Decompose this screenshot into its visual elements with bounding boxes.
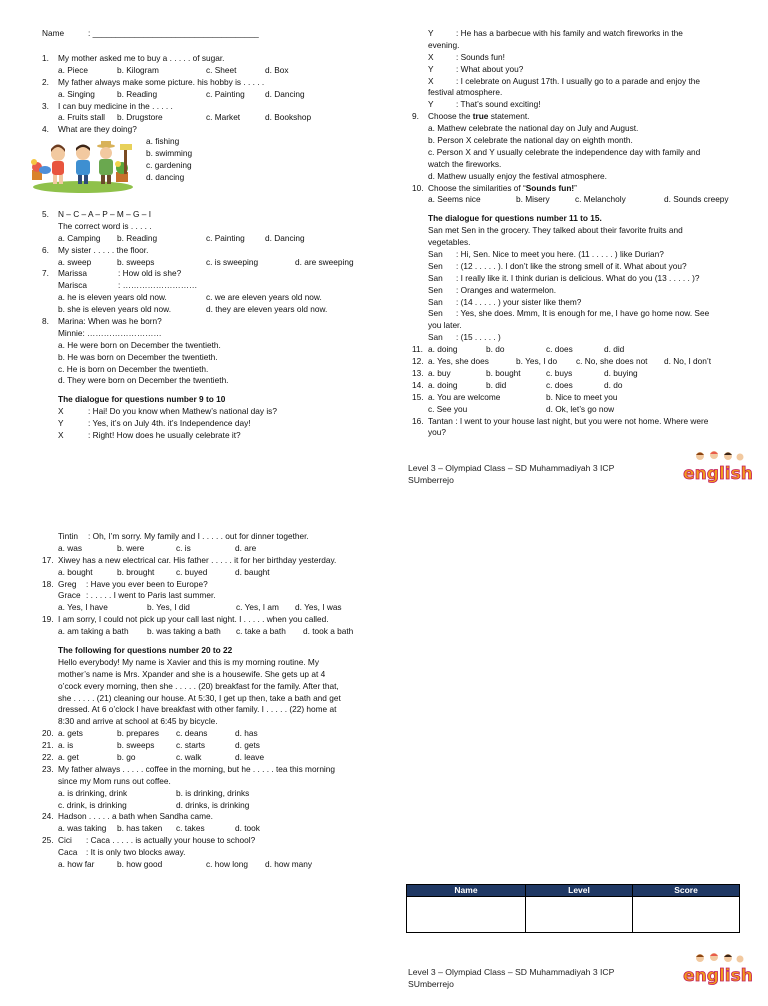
name-cell[interactable] [407, 897, 526, 933]
footer-school-line-1: Level 3 – Olympiad Class – SD Muhammadiyah 3 ICP [408, 463, 615, 473]
dialogue-line: San : I really like it. I think durian is delicious. What do you (13 . . . . . )? [428, 272, 700, 283]
question-25: 25. Cici : Caca . . . . . is actually your house to school? [42, 835, 256, 846]
question-15: 15. a. You are welcome b. Nice to meet you [412, 391, 618, 402]
score-table [406, 884, 740, 933]
footer-school-line-2-bottom: SUmberrejo [408, 979, 454, 989]
gardening-illustration [28, 140, 138, 194]
question-2: 2. My father always make some picture. his hobby is . . . . . [42, 76, 265, 87]
q16-options: a. was b. were c. is d. are [58, 542, 257, 553]
english-logo-bottom [680, 952, 756, 986]
dialogue-line: Sen : Yes, she does. Mmm, It is enough for me, I have go home now. See [428, 308, 710, 319]
question-16: 16. Tantan : I went to your house last night, but you were not home. Where were [412, 415, 709, 426]
score-table-header-level: Level [526, 885, 633, 897]
question-14: 14. a. doing b. did c. does d. do [412, 379, 623, 390]
q8-option-a: a. He were born on December the twentieth. [58, 339, 221, 350]
q8-option-d: d. They were born on December the twentieth. [58, 375, 229, 386]
question-11: 11. a. doing b. do c. does d. did [412, 344, 625, 355]
dialogue-9-10-title: The dialogue for questions number 9 to 10 [58, 394, 226, 405]
q18-options: a. Yes, I have b. Yes, I did c. Yes, I am d. Yes, I was [58, 602, 342, 613]
left-column-bottom: Tintin : Oh, I’m sorry. My family and I . . . . . out for dinner together. a. was b. were c. is d. are 17. Xiwey has a new electrical car. His father . . . . . it for her birthday yesterday. a. bought b. brought c. buyed d. baught 18. Greg : Have you ever been to Europe? Grace : . . . . . I went to Paris last summer. a. Yes, I have b. Yes, I did c. Yes, I am d. Yes, I was 19. I am sorry, I could not pick up your call last night. I . . . . . when you called. a. am taking a bath b. was taking a bath c. take a bath d. took a bath The following for questions number 20 to 22 Hello everybody! My name is Xavier and this is my morning routine. My mother’s name is Mrs. Xpander and she is a housewife. She gets up at 4 o’cock every morning, then she . . . . . (20) breakfast for the family. After that, she . . . . . (21) cleaning our house. At 5:30, I get up then, take a bath and get dressed. At 6 o’clock I have breakfast with other family. I . . . . . (22) home at 8:30 and arrive at school at 6:45 by bicycle. 20. a. gets b. prepares c. deans d. has 21. a. is b. sweeps c. starts d. gets 22. a. get b. go c. walk d. leave 23. My father always . . . . . coffee in the morning, but he . . . . . tea this morning since my Mom runs out coffee. a. is drinking, drink b. is drinking, drinks c. drink, is drinking d. drinks, is drinking 24. Hadson . . . . . a bath when Sandha came. a. was taking b. has taken c. takes d. took 25. Cici : Caca . . . . . is actually your house to school? Caca : It is only two blocks away. a. how far b. how good c. how long d. how many [42, 531, 372, 871]
question-6: 6. My sister . . . . . the floor. [42, 244, 149, 255]
q4-option-b: b. swimming [146, 148, 193, 159]
question-24: 24. Hadson . . . . . a bath when Sandha came. [42, 811, 213, 822]
dialogue-line: X : Hai! Do you know when Mathew’s national day is? [58, 406, 277, 417]
name-label: Name [42, 28, 65, 38]
dialogue-line: San : (15 . . . . . ) [428, 332, 501, 343]
q1-options: a. Piece b. Kilogram c. Sheet d. Box [58, 64, 289, 75]
dialogue-line: Sen : (12 . . . . . ). I don’t like the strong smell of it. What about you? [428, 260, 687, 271]
q24-options: a. was taking b. has taken c. takes d. took [58, 823, 260, 834]
question-5: 5. N – C – A – P – M – G – I [42, 209, 152, 219]
right-column-top: Y : He has a barbecue with his family and watch fireworks in the evening. X : Sounds fun! Y : What about you? X : I celebrate on August 17th. I usually go to a parade and enjoy the festival atmosphere. Y : That’s sound exciting! 9. Choose the true statement. a. Mathew celebrate the national day on July and August. b. Person X celebrate the national day on eighth month. c. Person X and Y usually celebrate the independence day with family and watch the fireworks. d. Mathew usually enjoy the festival atmosphere. 10. Choose the similarities of “Sounds fun!” a. Seems nice b. Misery c. Melancholy d. Sounds creepy The dialogue for questions number 11 to 15. San met Sen in the grocery. They talked about their favorite fruits and vegetables. San : Hi, Sen. Nice to meet you here. (11 . . . . . ) like Durian? Sen : (12 . . . . . ). I don’t like the strong smell of it. What about you? San : I really like it. I think durian is delicious. What do you (13 . . . . . )? Sen : Oranges and watermelon. San : (14 . . . . . ) your sister like them? Sen : Yes, she does. Mmm, It is enough for me, I have go home now. See you later. San : (15 . . . . . ) 11. a. doing b. do c. does d. did 12. a. Yes, she does b. Yes, I do c. No, she does not d. No, I don’t 13. a. buy b. bought c. buys d. buying 14. a. doing b. did c. does d. do 15. a. You are welcome b. Nice to meet you c. See you d. Ok, let’s go now 16. Tantan : I went to your house last night, but you were not home. Where were you? [412, 28, 742, 439]
left-column-middle: 5. N – C – A – P – M – G – I The correct word is . . . . . a. Camping b. Reading c. Painting d. Dancing 6. My sister . . . . . the floor. a. sweep b. sweeps c. is sweeping d. are sweeping 7. Marissa : How old is she? Marisca : ……………………… a. he is eleven years old now. c. we are eleven years old now. b. she is eleven years old now. d. they are eleven years old now. 8. Marina: When was he born? Minnie: ……………………… a. He were born on December the twentieth. b. He was born on December the twentieth. c. He is born on December the twentieth. d. They were born on December the twentieth. The dialogue for questions number 9 to 10 X : Hai! Do you know when Mathew’s national day is? Y : Yes, it’s on July 4th. it’s Independence day! X : Right! How does he usually celebrate it? [42, 209, 377, 442]
q23-options-1: a. is drinking, drink b. is drinking, drinks [58, 787, 250, 798]
q19-options: a. am taking a bath b. was taking a bath c. take a bath d. took a bath [58, 626, 354, 637]
name-line: : ____________________________________ [88, 28, 259, 38]
dialogue-line: X : Right! How does he usually celebrate it? [58, 430, 241, 441]
question-4: 4. What are they doing? [42, 124, 137, 135]
dialogue-11-15-title: The dialogue for questions number 11 to 15. [428, 213, 602, 224]
q2-options: a. Singing b. Reading c. Painting d. Dancing [58, 88, 305, 99]
footer-school-line-1-bottom: Level 3 – Olympiad Class – SD Muhammadiyah 3 ICP [408, 967, 615, 977]
q23-options-2: c. drink, is drinking d. drinks, is drinking [58, 799, 250, 810]
score-table-header-name: Name [407, 885, 526, 897]
q4-option-c: c. gardening [146, 160, 192, 171]
q4-option-a: a. fishing [146, 136, 180, 147]
question-8: 8. Marina: When was he born? [42, 316, 162, 327]
q6-options: a. sweep b. sweeps c. is sweeping d. are sweeping [58, 256, 354, 267]
english-logo [680, 450, 756, 484]
question-1: 1. My mother asked me to buy a . . . . . of sugar. [42, 53, 225, 63]
dialogue-line: Y : Yes, it’s on July 4th. it’s Independence day! [58, 418, 251, 429]
reading-title: The following for questions number 20 to 22 [58, 645, 233, 656]
dialogue-line: San : Hi, Sen. Nice to meet you here. (11 . . . . . ) like Durian? [428, 249, 664, 260]
footer-school-line-2: SUmberrejo [408, 475, 454, 485]
question-3: 3. I can buy medicine in the . . . . . [42, 100, 173, 111]
question-20: 20. a. gets b. prepares c. deans d. has [42, 728, 258, 739]
logo-wordmark: english [683, 464, 753, 484]
q7-options-1: a. he is eleven years old now. c. we are eleven years old now. [58, 292, 322, 303]
q17-options: a. bought b. brought c. buyed d. baught [58, 566, 270, 577]
q7-options-2: b. she is eleven years old now. d. they are eleven years old now. [58, 304, 328, 315]
question-19: 19. I am sorry, I could not pick up your call last night. I . . . . . when you called. [42, 614, 329, 625]
question-9: 9. Choose the true statement. [412, 111, 530, 122]
q25-options: a. how far b. how good c. how long d. how many [58, 859, 313, 870]
score-cell[interactable] [633, 897, 740, 933]
question-13: 13. a. buy b. bought c. buys d. buying [412, 367, 638, 378]
q5-options: a. Camping b. Reading c. Painting d. Dancing [58, 232, 305, 243]
q8-option-b: b. He was born on December the twentieth. [58, 351, 218, 362]
question-12: 12. a. Yes, she does b. Yes, I do c. No, she does not d. No, I don’t [412, 356, 712, 367]
score-table-header-score: Score [633, 885, 740, 897]
question-17: 17. Xiwey has a new electrical car. His father . . . . . it for her birthday yesterday. [42, 554, 337, 565]
level-cell[interactable] [526, 897, 633, 933]
logo-wordmark: english [683, 966, 753, 986]
q5-prompt: The correct word is . . . . . [58, 220, 152, 231]
question-23: 23. My father always . . . . . coffee in the morning, but he . . . . . tea this morning [42, 763, 336, 774]
question-10: 10. Choose the similarities of “Sounds fun!” [412, 182, 577, 193]
question-18: 18. Greg : Have you ever been to Europe? [42, 578, 208, 589]
question-21: 21. a. is b. sweeps c. starts d. gets [42, 740, 260, 751]
q3-options: a. Fruits stall b. Drugstore c. Market d. Bookshop [58, 112, 312, 123]
q4-option-d: d. dancing [146, 171, 185, 182]
dialogue-line: Sen : Oranges and watermelon. [428, 284, 557, 295]
dialogue-line: San : (14 . . . . . ) your sister like them? [428, 296, 582, 307]
q10-options: a. Seems nice b. Misery c. Melancholy d. Sounds creepy [428, 194, 729, 205]
q8-option-c: c. He is born on December the twentieth. [58, 363, 209, 374]
reading-passage: Hello everybody! My name is Xavier and this is my morning routine. My mother’s name is Mrs. Xpander and she is a housewife. She gets up at 4 o’cock every morning, then she . . . . . (20) breakfast for the family. After that, she . . . . . (21) cleaning our house. At 5:30, I get up then, take a bath and get dressed. At 6 o’clock I have breakfast with other family. I . . . . . (22) home at 8:30 and arrive at school at 6:45 by bicycle. [58, 656, 341, 727]
question-7: 7. Marissa : How old is she? [42, 268, 182, 279]
question-22: 22. a. get b. go c. walk d. leave [42, 752, 265, 763]
